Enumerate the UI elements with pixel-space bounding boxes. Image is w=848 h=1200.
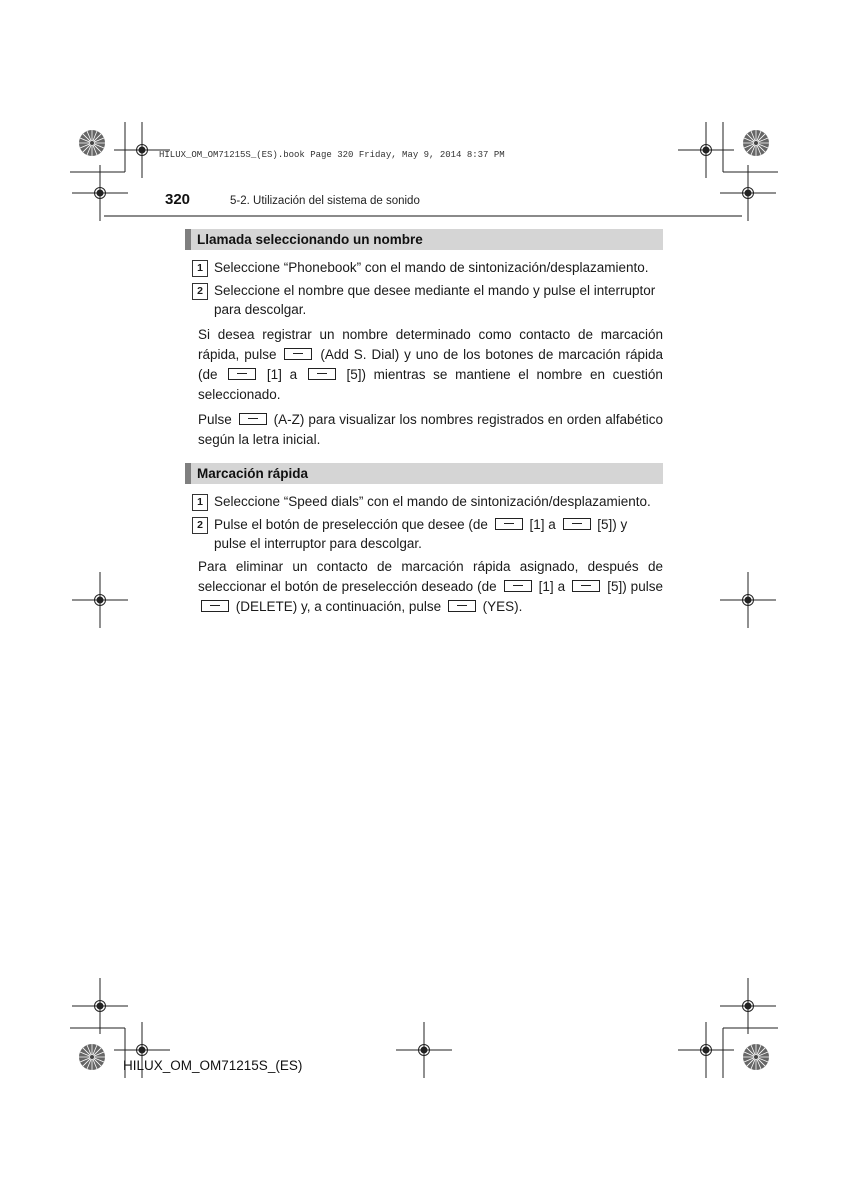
section-speed-dial: [185, 463, 663, 617]
add-speed-dial-button-icon: [284, 348, 312, 360]
step-item: [185, 281, 663, 319]
step-text: Seleccione el nombre que desee mediante el mando y pulse el interruptor para descolgar.: [214, 283, 656, 317]
step-text: Seleccione “Speed dials” con el mando de sintonización/desplazamiento.: [214, 494, 651, 509]
a-z-button-icon: [239, 413, 267, 425]
section-call-by-name: [185, 229, 663, 450]
step-number: 2: [192, 283, 208, 300]
step-number: 2: [192, 517, 208, 534]
print-file-header: HILUX_OM_OM71215S_(ES).book Page 320 Friday, May 9, 2014 8:37 PM: [159, 150, 505, 160]
chapter-title: 5-2. Utilización del sistema de sonido: [230, 195, 420, 207]
step-text: Seleccione “Phonebook” con el mando de sintonización/desplazamiento.: [214, 260, 649, 275]
step-number: 1: [192, 260, 208, 277]
document-code: HILUX_OM_OM71215S_(ES): [123, 1058, 303, 1073]
step-number: 1: [192, 494, 208, 511]
section-heading: [185, 229, 663, 250]
section-title: Llamada seleccionando un nombre: [197, 232, 423, 247]
yes-button-icon: [448, 600, 476, 612]
step-item: [185, 258, 663, 277]
preset-button-icon: [308, 368, 336, 380]
preset-button-icon: [572, 580, 600, 592]
step-item: [185, 492, 663, 511]
preset-button-icon: [504, 580, 532, 592]
preset-button-icon: [563, 518, 591, 530]
step-item: 2 Pulse el botón de preselección que desee (de [1] a [5]) y pulse el interruptor para descolgar.: [185, 515, 663, 553]
page-number: 320: [165, 191, 191, 208]
section-heading: [185, 463, 663, 484]
preset-button-icon: [495, 518, 523, 530]
header-divider: [104, 215, 742, 217]
delete-button-icon: [201, 600, 229, 612]
section-title: Marcación rápida: [197, 466, 309, 481]
note-paragraph: Para eliminar un contacto de marcación rápida asignado, después de seleccionar el botón de preselección deseado (de [1] a [5]) pulse (DELETE) y, a continuación, pulse (YES).: [198, 559, 663, 614]
note-paragraph: Pulse (A-Z) para visualizar los nombres registrados en orden alfabético según la letra inicial.: [198, 412, 663, 447]
note-paragraph: Si desea registrar un nombre determinado como contacto de marcación rápida, pulse (Add S. Dial) y uno de los botones de marcación rápida (de [1] a [5]) mientras se mantiene el nombre en cuestión seleccionado.: [198, 327, 663, 402]
preset-button-icon: [228, 368, 256, 380]
